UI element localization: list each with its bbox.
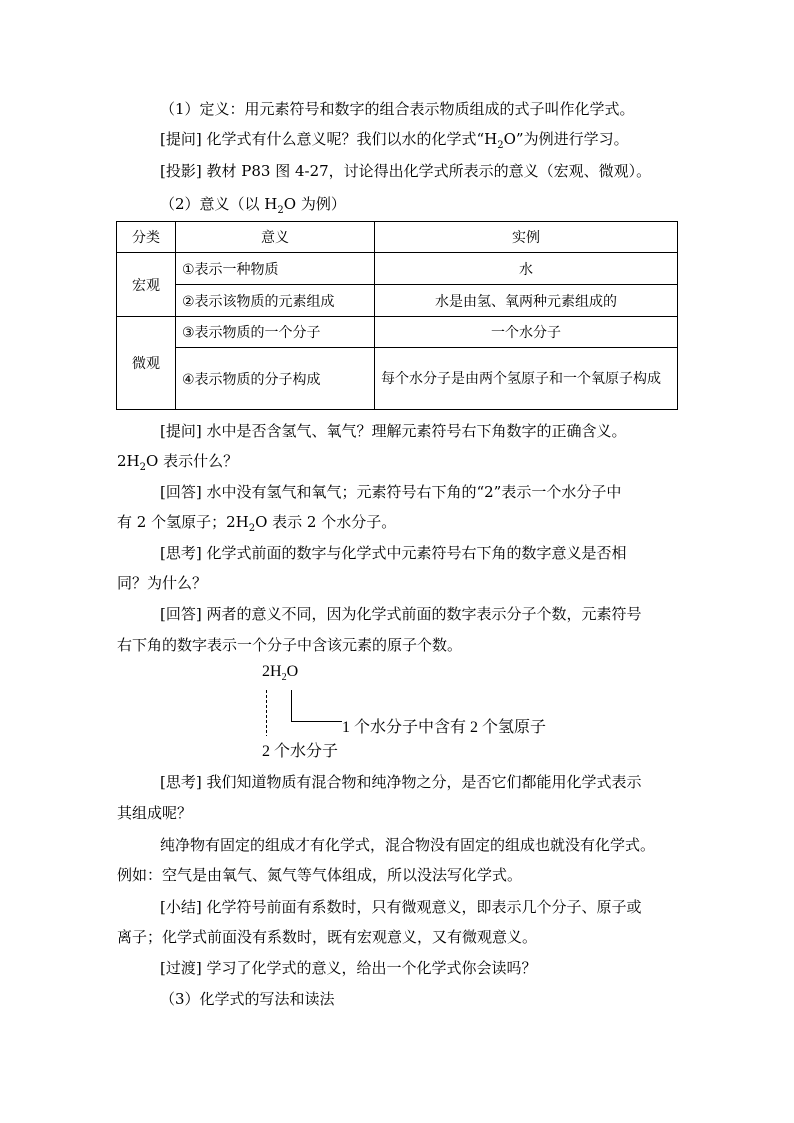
meaning-cell: ④表示物质的分子构成	[176, 348, 375, 410]
header-meaning: 意义	[176, 222, 375, 253]
header-example: 实例	[375, 222, 678, 253]
meaning-cell: ②表示该物质的元素组成	[176, 285, 375, 317]
meaning-cell: ③表示物质的一个分子	[176, 317, 375, 348]
table-row	[117, 253, 678, 285]
category-micro: 微观	[117, 317, 176, 410]
answer-1-line1: [回答] 水中没有氢气和氧气；元素符号右下角的“2”表示一个水分子中	[160, 483, 622, 501]
diagram-label-hydrogen: 1 个水分子中含有 2 个氢原子	[342, 719, 547, 736]
answer-2-line2: 右下角的数字表示一个分子中含该元素的原子个数。	[117, 636, 463, 654]
meaning-heading: （2）意义（以 $H_2O$ 为例）	[160, 195, 346, 216]
table-header-row	[117, 222, 678, 253]
answer-1-line2: 有 2 个氢原子；$2H_2O$ 表示 2 个水分子。	[117, 513, 397, 534]
section-3-heading: （3）化学式的写法和读法	[160, 990, 335, 1008]
category-macro: 宏观	[117, 253, 176, 317]
projection-line: [投影] 教材 P83 图 4-27，讨论得出化学式所表示的意义（宏观、微观）。	[160, 162, 652, 180]
question-2-line1: [提问] 水中是否含氢气、氧气？理解元素符号右下角数字的正确含义。	[160, 422, 627, 440]
think-2-line2: 其组成呢？	[117, 804, 193, 822]
diagram-formula: $2H_2O$	[262, 663, 299, 684]
example-cell: 一个水分子	[375, 317, 678, 348]
meaning-table	[116, 221, 678, 410]
meaning-cell: ①表示一种物质	[176, 253, 375, 285]
table-row	[117, 285, 678, 317]
example-cell: 每个水分子是由两个氢原子和一个氧原子构成	[375, 348, 678, 410]
answer-2-line1: [回答] 两者的意义不同，因为化学式前面的数字表示分子个数，元素符号	[160, 605, 642, 623]
question-2-line2: $2H_2O$ 表示什么？	[117, 452, 239, 473]
think-1-line2: 同？为什么？	[117, 574, 208, 592]
example-cell: 水是由氢、氧两种元素组成的	[375, 285, 678, 317]
transition-line: [过渡] 学习了化学式的意义，给出一个化学式你会读吗？	[160, 959, 537, 977]
think-1-line1: [思考] 化学式前面的数字与化学式中元素符号右下角的数字意义是否相	[160, 544, 627, 562]
table-row	[117, 317, 678, 348]
paragraph-line2: 例如：空气是由氧气、氮气等气体组成，所以没法写化学式。	[117, 866, 523, 884]
question-line: [提问] 化学式有什么意义呢？我们以水的化学式“$H_2O$”为例进行学习。	[160, 130, 629, 151]
paragraph-line1: 纯净物有固定的组成才有化学式，混合物没有固定的组成也就没有化学式。	[160, 836, 656, 854]
think-2-line1: [思考] 我们知道物质有混合物和纯净物之分，是否它们都能用化学式表示	[160, 773, 642, 791]
example-cell: 水	[375, 253, 678, 285]
summary-line1: [小结] 化学符号前面有系数时，只有微观意义，即表示几个分子、原子或	[160, 898, 642, 916]
diagram-label-molecules: 2 个水分子	[262, 743, 339, 760]
definition-line: （1）定义：用元素符号和数字的组合表示物质组成的式子叫作化学式。	[160, 100, 635, 118]
table-row	[117, 348, 678, 410]
header-category: 分类	[117, 222, 176, 253]
summary-line2: 离子；化学式前面没有系数时，既有宏观意义，又有微观意义。	[117, 928, 538, 946]
